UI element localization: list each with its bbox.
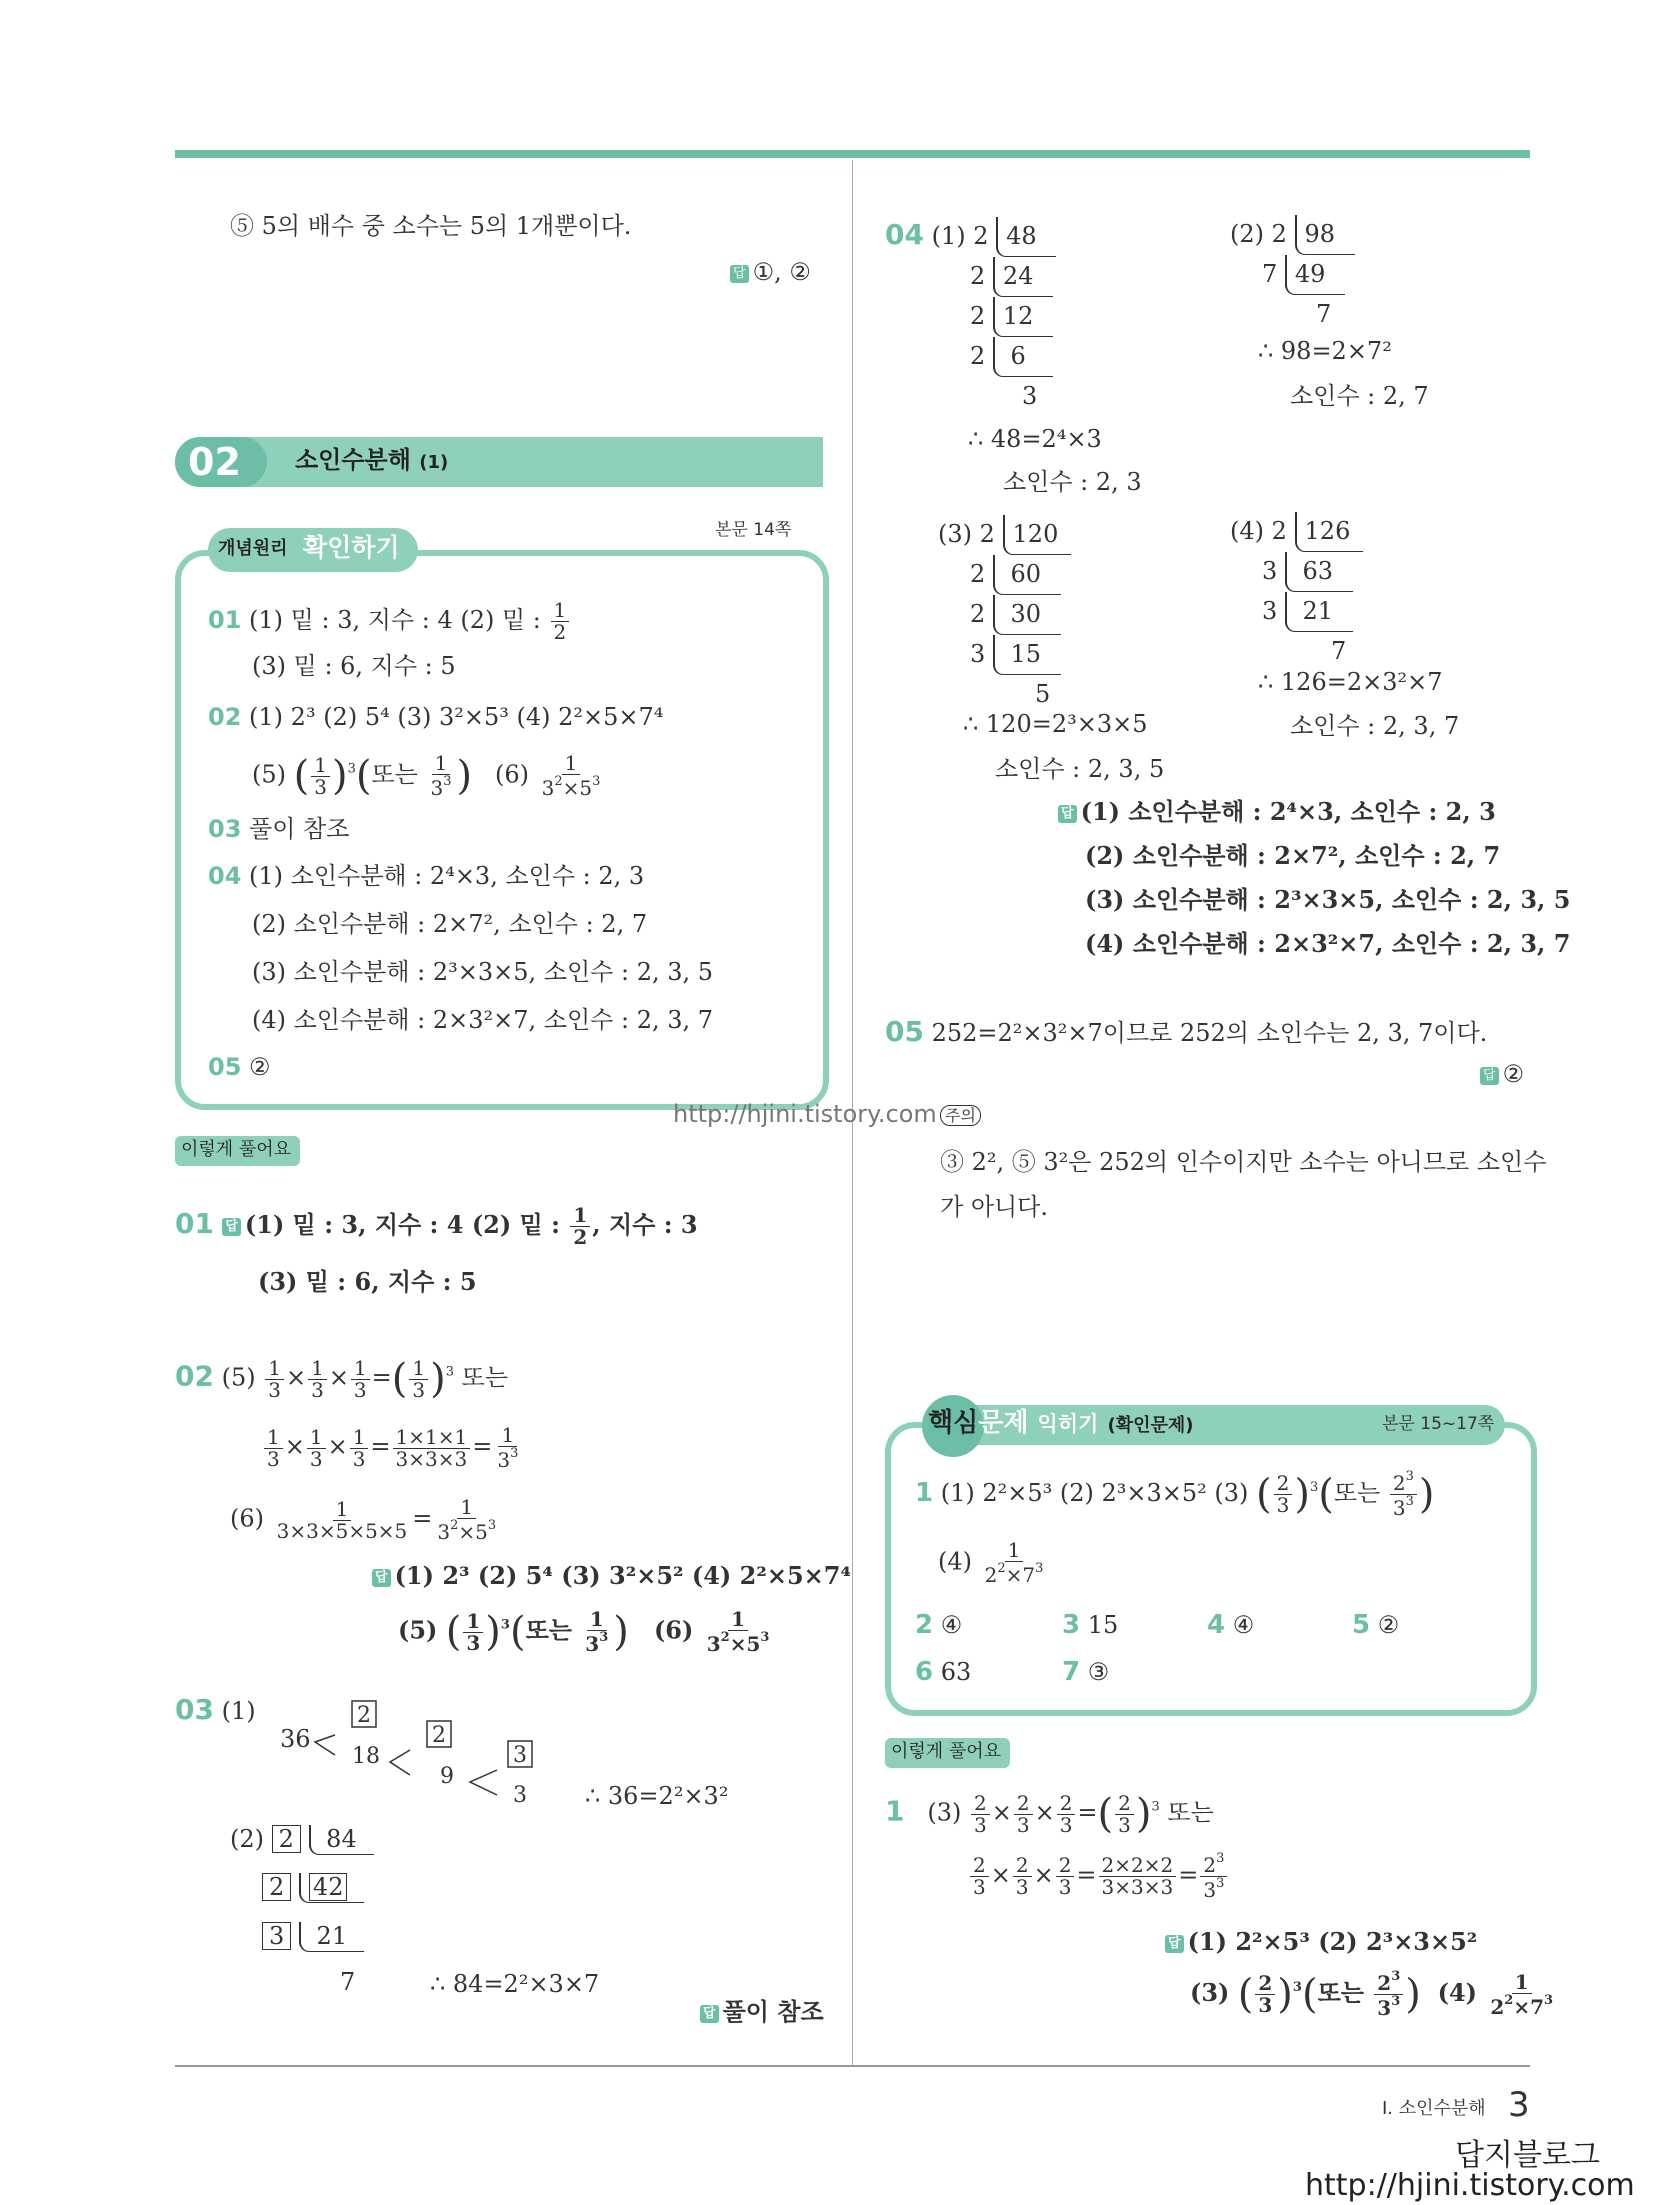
svg-text:2: 2 [357, 1703, 371, 1728]
core-3: 3 15 [1062, 1610, 1119, 1640]
note-tag: 주의 [940, 1105, 981, 1126]
concept-box-title: 확인하기 [303, 533, 400, 562]
concept-q01-line2: (3) 밑 : 6, 지수 : 5 [252, 652, 456, 680]
q04-3-result: ∴ 120=2³×3×5 [963, 710, 1148, 738]
footer-chapter: Ⅰ. 소인수분해 [1382, 2098, 1486, 2119]
solution-03-answer: 답 풀이 참조 [700, 1998, 824, 2027]
q04-3-primes: 소인수 : 2, 3, 5 [995, 755, 1165, 783]
solution-1-line1: 1 (3) $\frac{2}{3}$ × $\frac{2}{3}$ × $\frac{2}{3}$ =( $\frac{2}{3}$ )$^3$ 또는 [885, 1790, 1214, 1837]
concept-q03: 03 풀이 참조 [208, 815, 350, 843]
solution-tag-left-text: 이렇게 풀어요 [181, 1139, 292, 1160]
section-number: 02 [188, 440, 241, 484]
q04-2-primes: 소인수 : 2, 7 [1290, 382, 1429, 410]
solution-03-div-4: 7 [340, 1968, 356, 1996]
core-7: 7 ③ [1062, 1657, 1110, 1687]
q04-1-div: 04 (1) 2 48 2 24 2 12 2 6 3 [885, 215, 1056, 416]
solution-02-line3: (6) $\frac{1}{3\times 3\times 5\times 5\times 5}$ = $\frac{1}{3^2\times 5^3}$ [230, 1495, 497, 1544]
solution-03-result-1: ∴ 36=2²×3² [585, 1782, 729, 1810]
brand-url: http://hjini.tistory.com [1305, 2168, 1635, 2203]
q04-answer-1: 답 (1) 소인수분해 : 2⁴×3, 소인수 : 2, 3 [1058, 798, 1496, 827]
core-box-page-ref: 본문 15~17쪽 [1382, 1414, 1495, 1434]
svg-text:2: 2 [432, 1723, 446, 1748]
solution-tag-right-text: 이렇게 풀어요 [891, 1741, 1002, 1762]
section-title: 소인수분해 (1) [295, 446, 449, 474]
concept-q01: 01 (1) 밑 : 3, 지수 : 4 (2) 밑 : $\frac{1}{2}$ [208, 600, 571, 643]
core-4: 4 ④ [1207, 1610, 1255, 1640]
note-line-2: 가 아니다. [940, 1193, 1048, 1221]
q04-answer-3: (3) 소인수분해 : 2³×3×5, 소인수 : 2, 3, 5 [1085, 885, 1571, 914]
core-box-title: 핵심문제 익히기 (확인문제) [928, 1408, 1194, 1438]
q05-text: 05 252=2²×3²×7이므로 252의 소인수는 2, 3, 7이다. [885, 1015, 1488, 1048]
solution-01: 01 답 (1) 밑 : 3, 지수 : 4 (2) 밑 : $\frac{1}{2}$ , 지수 : 3 [175, 1203, 698, 1249]
footer-page-number: 3 [1508, 2085, 1530, 2125]
svg-text:36: 36 [280, 1725, 311, 1753]
concept-q04-2: (2) 소인수분해 : 2×7², 소인수 : 2, 7 [252, 910, 648, 938]
q04-1-result: ∴ 48=2⁴×3 [968, 425, 1102, 453]
solution-1-line2: $\frac{2}{3}$ × $\frac{2}{3}$ × $\frac{2}{3}$ = $\frac{2\times 2\times 2}{3\times 3\times 3}$ = $\frac{2^3}{3^3}$ [968, 1852, 1229, 1901]
concept-box-page-ref: 본문 14쪽 [715, 520, 792, 540]
q04-4-div: (4) 2 126 3 63 3 21 7 [1230, 512, 1363, 671]
solution-02-answer-2: (5) ( $\frac{1}{3}$ )$^3$(또는 $\frac{1}{3^3}$ ) (6) $\frac{1}{3^2\times 5^3}$ [398, 1607, 770, 1656]
watermark: http://hjini.tistory.com [673, 1100, 937, 1128]
svg-text:3: 3 [513, 1743, 527, 1768]
solution-03-result-2: ∴ 84=2²×3×7 [430, 1970, 600, 1998]
q04-2-result: ∴ 98=2×7² [1258, 337, 1392, 365]
top-rule [175, 150, 1530, 158]
solution-02-line2: $\frac{1}{3}$ × $\frac{1}{3}$ × $\frac{1}{3}$ = $\frac{1\times 1\times 1}{3\times 3\times 3}$ = $\frac{1}{3^3}$ [262, 1425, 523, 1471]
core-5: 5 ② [1352, 1610, 1400, 1640]
concept-q04-1: 04 (1) 소인수분해 : 2⁴×3, 소인수 : 2, 3 [208, 862, 645, 890]
concept-box-tag: 개념원리 [218, 538, 288, 559]
q04-4-primes: 소인수 : 2, 3, 7 [1290, 712, 1460, 740]
svg-text:3: 3 [513, 1783, 527, 1805]
concept-q04-4: (4) 소인수분해 : 2×3²×7, 소인수 : 2, 3, 7 [252, 1006, 714, 1034]
concept-q05: 05 ② [208, 1053, 271, 1081]
solution-03-div-3: 3 21 [262, 1922, 364, 1952]
brand-title: 답지블로그 [1455, 2138, 1600, 2173]
q04-answer-2: (2) 소인수분해 : 2×7², 소인수 : 2, 7 [1085, 841, 1501, 870]
q04-2-div: (2) 2 98 7 49 7 [1230, 215, 1355, 334]
q04-3-div: (3) 2 120 2 60 2 30 3 15 5 [938, 515, 1071, 714]
concept-q02: 02 (1) 2³ (2) 5⁴ (3) 3²×5³ (4) 2²×5×7⁴ [208, 703, 664, 731]
solution-03-div-2: 2 42 [262, 1873, 364, 1903]
solution-03-label: 03 (1) [175, 1693, 256, 1726]
core-1-4: (4) $\frac{1}{2^2\times 7^3}$ [938, 1538, 1044, 1587]
q04-answer-4: (4) 소인수분해 : 2×3²×7, 소인수 : 2, 3, 7 [1085, 929, 1571, 958]
q04-1-primes: 소인수 : 2, 3 [1003, 468, 1142, 496]
solution-1-answer-2: (3) ( $\frac{2}{3}$ )$^3$(또는 $\frac{2^3}{3^3}$ ) (4) $\frac{1}{2^2\times 7^3}$ [1190, 1969, 1554, 2020]
solution-01-line2: (3) 밑 : 6, 지수 : 5 [258, 1267, 477, 1296]
core-6: 6 63 [915, 1657, 972, 1687]
svg-text:18: 18 [352, 1744, 380, 1769]
q05-answer: 답 ② [1480, 1060, 1524, 1089]
section-header [175, 437, 823, 487]
concept-q02-line2: (5) ( $\frac{1}{3}$ )$^3$(또는 $\frac{1}{3^3}$ ) (6) $\frac{1}{3^2\times 5^3}$ [252, 751, 601, 800]
note-line-1: ③ 2², ⑤ 3²은 252의 인수이지만 소수는 아니므로 소인수 [940, 1148, 1547, 1176]
q04-4-result: ∴ 126=2×3²×7 [1258, 668, 1443, 696]
factor-tree-36 [275, 1695, 575, 1805]
solution-1-answer: 답 (1) 2²×5³ (2) 2³×3×5² [1165, 1928, 1477, 1957]
intro-line: ⑤ 5의 배수 중 소수는 5의 1개뿐이다. [230, 212, 632, 240]
core-2: 2 ④ [915, 1610, 963, 1640]
bottom-rule [175, 2065, 1530, 2067]
svg-text:9: 9 [440, 1764, 454, 1789]
intro-answer: 답 ①, ② [730, 258, 811, 287]
concept-q04-3: (3) 소인수분해 : 2³×3×5, 소인수 : 2, 3, 5 [252, 958, 714, 986]
solution-03-div-1: (2) 2 84 [230, 1825, 374, 1855]
solution-02-line1: 02 (5) $\frac{1}{3}$ × $\frac{1}{3}$ × $\frac{1}{3}$ =( $\frac{1}{3}$ )$^3$ 또는 [175, 1355, 508, 1402]
core-1: 1 (1) 2²×5³ (2) 2³×3×5² (3) ( $\frac{2}{3}$ )$^3$(또는 $\frac{2^3}{3^3}$ ) [915, 1469, 1435, 1520]
solution-02-answer: 답 (1) 2³ (2) 5⁴ (3) 3²×5² (4) 2²×5×7⁴ [372, 1562, 851, 1591]
